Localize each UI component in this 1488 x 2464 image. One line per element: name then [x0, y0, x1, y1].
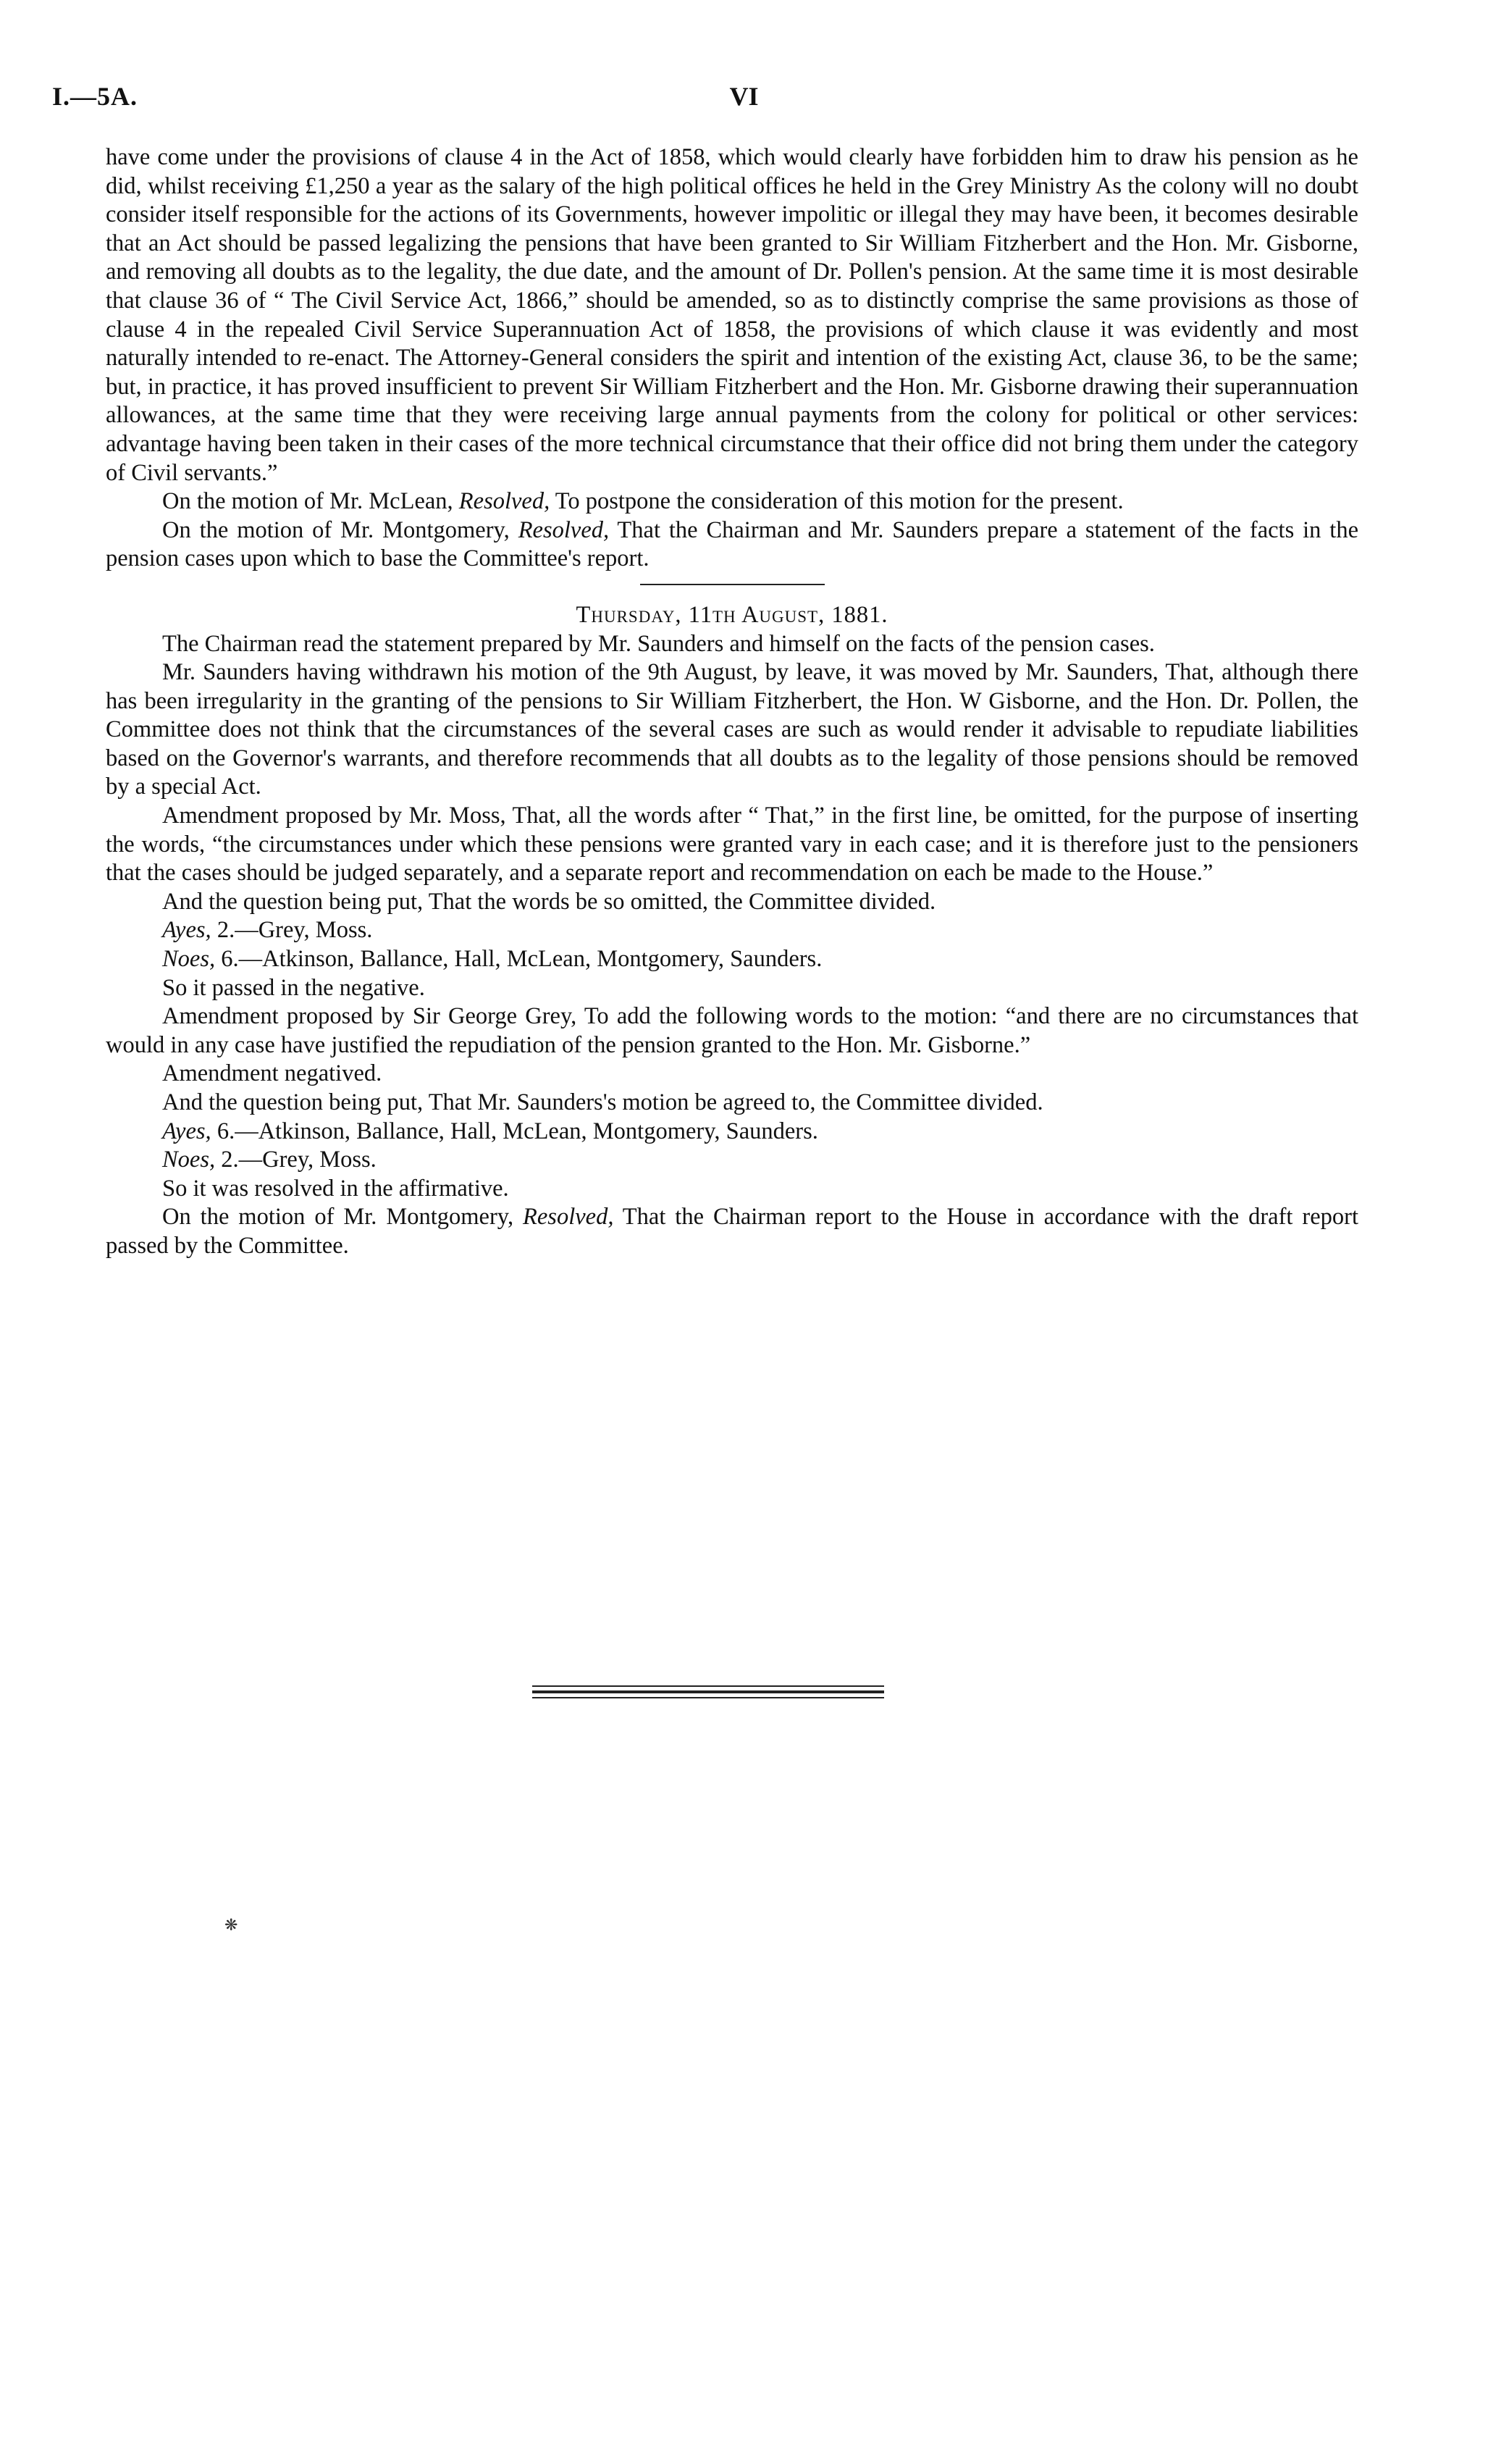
section-divider — [640, 584, 825, 585]
date-heading: Thursday, 11th August, 1881. — [576, 601, 888, 628]
division-noes — [106, 945, 1358, 974]
paragraph: And the question being put, That Mr. Saunders's motion be agreed to, the Committee divided. — [162, 1089, 1043, 1115]
paragraph: And the question being put, That the words be so omitted, the Committee divided. — [162, 888, 936, 915]
division-ayes — [106, 1118, 1358, 1147]
resolution-text: To postpone the consideration of this motion for the present. — [550, 488, 1124, 515]
resolution-text: On the motion of Mr. Montgomery, — [162, 1204, 524, 1231]
end-ornament-rule — [532, 1685, 884, 1698]
resolution-text: On the motion of Mr. Montgomery, — [162, 516, 518, 543]
ayes-names: 2.—Grey, Moss. — [211, 917, 373, 944]
noes-label: Noes, — [162, 1147, 216, 1173]
resolution-report — [106, 1203, 1358, 1260]
paragraph: Amendment negatived. — [162, 1060, 382, 1087]
continued-paragraph: have come under the provisions of clause 4 in the Act of 1858, which would clearly have forbidden him to draw his pension as he did, whilst receiving £1,250 a year as the salary of the high political offices he held in the Grey Ministry As the colony will no doubt consider itself responsible for the actions of its Governments, however impolitic or illegal they may have been, it becomes desirable that an Act should be passed legalizing the pensions that have been granted to Sir William Fitzherbert and the Hon. Mr. Gisborne, and removing all doubts as to the legality, the due date, and the amount of Dr. Pollen's pension. At the same time it is most desirable that clause 36 of “ The Civil Service Act, 1866,” should be amended, so as to distinctly comprise the same provisions as those of clause 4 in the repealed Civil Service Superannuation Act of 1858, the provisions of which clause it was evidently and most naturally intended to re-enact. The Attorney-General considers the spirit and intention of the existing Act, clause 36, to be the same; but, in practice, it has proved insufficient to prevent Sir William Fitzherbert and the Hon. Mr. Gisborne drawing their superannuation allowances, at the same time that they were receiving large annual payments from the colony for political or other services: advantage having been taken in their cases of the more technical circumstance that their office did not bring them under the category of Civil servants.” — [106, 144, 1358, 486]
division-result: So it passed in the negative. — [162, 974, 425, 1001]
document-reference: I.—5A. — [52, 82, 138, 111]
resolved-label: Resolved, — [523, 1204, 614, 1231]
ink-speck-icon: ❋ — [224, 1916, 238, 1934]
document-body — [106, 143, 1358, 1261]
ayes-label: Ayes, — [162, 917, 211, 944]
noes-names: 2.—Grey, Moss. — [215, 1147, 377, 1173]
ayes-names: 6.—Atkinson, Ballance, Hall, McLean, Montgomery, Saunders. — [211, 1118, 818, 1144]
division-ayes — [106, 916, 1358, 945]
resolution-text: That the Chairman report to the House in accordance with the draft report passed by the Committee. — [106, 1204, 1358, 1259]
paragraph: The Chairman read the statement prepared by Mr. Saunders and himself on the facts of the pension cases. — [162, 630, 1155, 657]
noes-label: Noes, — [162, 946, 216, 973]
resolution-text: On the motion of Mr. McLean, — [162, 488, 459, 515]
paragraph: Amendment proposed by Sir George Grey, To add the following words to the motion: “and there are no circumstances that would in any case have justified the repudiation of the pension granted to the Hon. Mr. Gisborne.” — [106, 1003, 1358, 1058]
resolved-label: Resolved, — [518, 516, 610, 543]
resolution-prepare-statement — [106, 516, 1358, 574]
division-result: So it was resolved in the affirmative. — [162, 1175, 509, 1202]
paragraph: Amendment proposed by Mr. Moss, That, all the words after “ That,” in the first line, be omitted, for the purpose of inserting the words, “the circumstances under which these pensions were granted vary in each case; and it is therefore just to the pensioners that the cases should be judged separately, and a separate report and recommendation on each be made to the House.” — [106, 803, 1358, 887]
rule-line — [532, 1685, 884, 1687]
division-noes — [106, 1146, 1358, 1175]
page-number: VI — [729, 82, 759, 111]
resolution-text: That the Chairman and Mr. Saunders prepare a statement of the facts in the pension cases upon which to base the Committee's report. — [106, 516, 1358, 572]
rule-line — [532, 1690, 884, 1693]
rule-line — [532, 1697, 884, 1698]
resolved-label: Resolved, — [458, 488, 550, 515]
resolution-postpone — [106, 487, 1358, 516]
noes-names: 6.—Atkinson, Ballance, Hall, McLean, Montgomery, Saunders. — [215, 946, 823, 973]
ayes-label: Ayes, — [162, 1118, 211, 1144]
page-header — [52, 81, 1436, 117]
paragraph: Mr. Saunders having withdrawn his motion of the 9th August, by leave, it was moved by Mr. Saunders, That, although there has been irregularity in the granting of the pensions to Sir William Fitzherbert, the Hon. W Gisborne, and the Hon. Dr. Pollen, the Committee does not think that the circumstances of the several cases are such as would render it advisable to repudiate liabilities based on the Governor's warrants, and therefore recommends that all doubts as to the legality of those pensions should be removed by a special Act. — [106, 659, 1358, 800]
